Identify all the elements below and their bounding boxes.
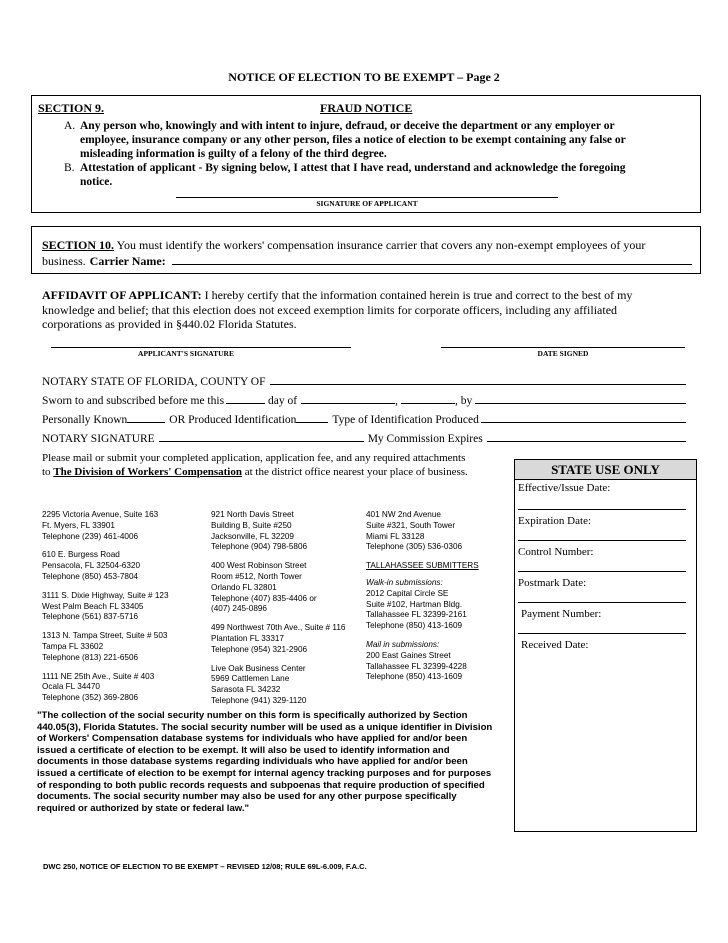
applicant-signature-label: APPLICANT'S SIGNATURE	[138, 349, 234, 358]
affidavit-line1: I hereby certify that the information contained herein is true and correct to the best of my	[201, 288, 633, 302]
state-use-only-box	[514, 459, 697, 832]
sworn-row	[42, 391, 686, 407]
received-date-field[interactable]	[518, 637, 686, 665]
id-type-field[interactable]	[481, 410, 686, 423]
office-address-line: Telephone (305) 536-0306	[366, 542, 463, 552]
item-a-marker: A.	[64, 120, 76, 132]
ssn-notice-line: "The collection of the social security number on this form is specifically authorized by Section	[37, 710, 468, 721]
office-tampa	[42, 631, 207, 663]
office-address-line: Tallahassee FL 32399-2161	[366, 610, 467, 620]
item-a-line2: employee, insurance company or any other person, files a notice of election to be exempt containing any false or	[80, 134, 626, 146]
office-address-line: Pensacola, FL 32504-6320	[42, 561, 141, 571]
office-address-line: Suite #321, South Tower	[366, 520, 456, 530]
office-address-line: 1313 N. Tampa Street, Suite # 503	[42, 631, 168, 641]
ssn-notice-line: 440.05(3), Florida Statutes. The social security number will be used as a unique identifier in Division	[37, 721, 493, 733]
expiration-date-field[interactable]	[518, 513, 686, 541]
office-address-line: Telephone (850) 453-7804	[42, 571, 139, 581]
notary-signature-row	[42, 429, 686, 445]
ssn-notice	[37, 710, 507, 814]
item-a-line1: Any person who, knowingly and with intent to injure, defraud, or deceive the department or any employer or	[80, 120, 615, 132]
office-address-line: Sarasota FL 34232	[211, 685, 281, 695]
office-jacksonville	[211, 510, 361, 553]
section-9-label: SECTION 9.	[38, 101, 105, 115]
applicant-signature-line-section-9[interactable]	[176, 197, 558, 208]
office-address-line: 921 North Davis Street	[211, 510, 294, 519]
comma-label: ,	[395, 395, 398, 407]
office-address-line: Telephone (954) 321-2906	[211, 644, 308, 654]
effective-date-label: Effective/Issue Date:	[518, 482, 611, 494]
fraud-notice-heading: FRAUD NOTICE	[320, 101, 413, 115]
received-date-label: Received Date:	[521, 639, 589, 651]
office-address-line: Telephone (239) 461-4006	[42, 531, 139, 541]
office-address-line: (407) 245-0896	[211, 604, 267, 614]
notary-signature-field[interactable]	[159, 429, 364, 442]
sworn-label: Sworn to and subscribed before me this	[42, 395, 225, 407]
day-of-label: day of	[268, 395, 298, 407]
mail-instructions	[42, 451, 512, 479]
effective-date-field[interactable]	[518, 482, 686, 510]
office-address-line: 2295 Victoria Avenue, Suite 163	[42, 510, 159, 519]
state-use-title: STATE USE ONLY	[515, 460, 696, 480]
item-b-line2: notice.	[80, 176, 113, 188]
ssn-notice-line: issued a certificate of election to be exempt for internal agency tracking purposes and for purposes	[37, 767, 492, 779]
control-number-label: Control Number:	[518, 546, 594, 558]
ssn-notice-line: documents. The social security number may also be used for any other purpose specifically	[37, 791, 457, 803]
office-column-3	[366, 510, 511, 683]
commission-expires-label: My Commission Expires	[367, 433, 483, 445]
office-orlando	[211, 561, 361, 615]
office-address-line: Miami FL 33128	[366, 531, 425, 541]
office-plantation	[211, 623, 361, 655]
office-address-line: Jacksonville, FL 32209	[211, 531, 294, 541]
office-pensacola	[42, 550, 207, 582]
carrier-name-field[interactable]	[172, 253, 692, 265]
item-b	[64, 161, 694, 189]
ssn-notice-line: documents in those database systems regarding individuals who have applied for and/or been	[37, 756, 468, 768]
office-address-line: 1111 NE 25th Ave., Suite # 403	[42, 671, 155, 681]
office-address-line: Ocala FL 34470	[42, 682, 100, 692]
division-name: The Division of Workers' Compensation	[53, 466, 242, 478]
item-b-marker: B.	[64, 162, 75, 174]
date-signed-label: DATE SIGNED	[537, 349, 589, 358]
notary-county-row	[42, 372, 686, 388]
section-10-text-line1: You must identify the workers' compensation insurance carrier that covers any non-exempt employees of your	[114, 238, 646, 252]
office-address-line: Plantation FL 33317	[211, 633, 284, 643]
personally-known-label: Personally Known	[42, 414, 128, 426]
mail-line1: Please mail or submit your completed application, application fee, and any required attachments	[42, 452, 466, 464]
office-ocala	[42, 672, 207, 704]
office-column-2	[211, 510, 361, 707]
ssn-notice-line: of Workers' Compensation database systems for individuals who have applied for and/or been	[37, 733, 468, 745]
month-field[interactable]	[301, 391, 395, 404]
postmark-date-label: Postmark Date:	[518, 577, 587, 589]
control-number-field[interactable]	[518, 544, 686, 572]
office-address-line: 400 West Robinson Street	[211, 561, 307, 571]
office-address-line: 401 NW 2nd Avenue	[366, 510, 441, 519]
mail-line2-suffix: at the district office nearest your place of business.	[241, 466, 468, 478]
notary-state-label: NOTARY STATE OF FLORIDA, COUNTY OF	[42, 376, 266, 388]
payment-number-field[interactable]	[518, 606, 686, 634]
by-label: , by	[454, 395, 473, 407]
mail-in-label: Mail in submissions:	[366, 639, 440, 649]
ssn-notice-line: issued a certificate of election to be exempt. It will also be used to identify information and	[37, 744, 450, 756]
applicant-signature-line[interactable]	[51, 347, 351, 358]
section-9-fraud-notice	[31, 95, 701, 213]
office-address-line: Telephone (850) 413-1609	[366, 621, 463, 631]
office-address-line: Ft. Myers, FL 33901	[42, 520, 115, 530]
affidavit-line2: knowledge and belief; that this election does not exceed exemption limits for corporate officers, including any affiliated	[42, 302, 618, 317]
identification-row	[42, 410, 686, 426]
office-address-line: Tallahassee FL 32399-4228	[366, 661, 467, 671]
office-address-line: 200 East Gaines Street	[366, 650, 451, 660]
office-ft-myers	[42, 510, 207, 542]
office-address-line: Orlando FL 32801	[211, 582, 277, 592]
or-produced-id-label: OR Produced Identification	[169, 414, 297, 426]
affidavit-label: AFFIDAVIT OF APPLICANT:	[42, 288, 202, 302]
office-address-line: Room #512, North Tower	[211, 571, 302, 581]
office-address-line: Building B, Suite #250	[211, 520, 292, 530]
id-type-label: Type of Identification Produced	[332, 414, 479, 426]
affidavit-block	[42, 288, 702, 332]
year-field[interactable]	[401, 391, 455, 404]
office-address-line: Telephone (352) 369-2806	[42, 693, 139, 703]
section-10-text	[42, 238, 692, 268]
office-address-line: Tampa FL 33602	[42, 641, 104, 651]
signature-of-applicant-label: SIGNATURE OF APPLICANT	[316, 199, 418, 208]
office-address-line: Telephone (813) 221-6506	[42, 652, 139, 662]
office-address-line: 610 E. Burgess Road	[42, 550, 120, 560]
office-address-line: Telephone (407) 835-4406 or	[211, 593, 317, 603]
office-address-line: Telephone (561) 837-5716	[42, 612, 139, 622]
office-address-line: Live Oak Business Center	[211, 663, 306, 673]
ssn-notice-line: required or authorized by state or federal law."	[37, 802, 250, 814]
ssn-notice-line: of responding to both public records requests and subpoenas that require production of specified	[37, 779, 485, 791]
item-b-line1: Attestation of applicant - By signing below, I attest that I have read, understand and acknowledge the foregoing	[80, 162, 626, 174]
expiration-date-label: Expiration Date:	[518, 515, 592, 527]
office-address-line: 499 Northwest 70th Ave., Suite # 116	[211, 623, 346, 633]
payment-number-label: Payment Number:	[521, 608, 602, 620]
affidavit-line3: corporations as provided in §440.02 Florida Statutes.	[42, 317, 297, 331]
item-a	[64, 119, 694, 161]
tallahassee-heading: TALLAHASSEE SUBMITTERS	[366, 561, 479, 571]
office-miami	[366, 510, 511, 553]
office-address-line: Telephone (904) 798-5806	[211, 542, 308, 552]
office-mail-in	[366, 651, 511, 683]
section-10-carrier	[31, 226, 701, 274]
item-a-line3: misleading information is guilty of a felony of the third degree.	[80, 148, 387, 160]
office-west-palm-beach	[42, 591, 207, 623]
section-10-text-line2: business.	[42, 253, 86, 268]
mail-line2-prefix: to	[42, 466, 54, 478]
fraud-notice-items	[64, 119, 694, 189]
office-column-1	[42, 510, 207, 704]
county-field[interactable]	[270, 372, 687, 385]
office-walk-in	[366, 589, 511, 632]
form-footer: DWC 250, NOTICE OF ELECTION TO BE EXEMPT – REVISED 12/08; RULE 69L-6.009, F.A.C.	[43, 862, 367, 871]
by-field[interactable]	[475, 391, 686, 404]
office-address-line: Telephone (941) 329-1120	[211, 695, 307, 705]
office-address-line: West Palm Beach FL 33405	[42, 601, 144, 611]
page-title: NOTICE OF ELECTION TO BE EXEMPT – Page 2	[228, 70, 500, 84]
date-signed-line[interactable]	[441, 347, 685, 358]
day-field[interactable]	[226, 391, 265, 404]
state-use-fields	[518, 482, 686, 665]
office-address-line: 3111 S. Dixie Highway, Suite # 123	[42, 590, 169, 600]
personally-known-field[interactable]	[127, 410, 165, 423]
notary-signature-label: NOTARY SIGNATURE	[42, 433, 155, 445]
produced-id-field[interactable]	[296, 410, 328, 423]
office-address-line: Suite #102, Hartman Bldg.	[366, 599, 463, 609]
commission-expires-field[interactable]	[487, 429, 686, 442]
office-sarasota	[211, 664, 361, 707]
office-address-line: 2012 Capital Circle SE	[366, 588, 449, 598]
postmark-date-field[interactable]	[518, 575, 686, 603]
carrier-name-label: Carrier Name:	[89, 253, 166, 268]
section-10-label: SECTION 10.	[42, 238, 115, 252]
office-address-line: Telephone (850) 413-1609	[366, 672, 463, 682]
walk-in-label: Walk-in submissions:	[366, 577, 443, 587]
office-address-line: 5969 Cattlemen Lane	[211, 674, 290, 684]
